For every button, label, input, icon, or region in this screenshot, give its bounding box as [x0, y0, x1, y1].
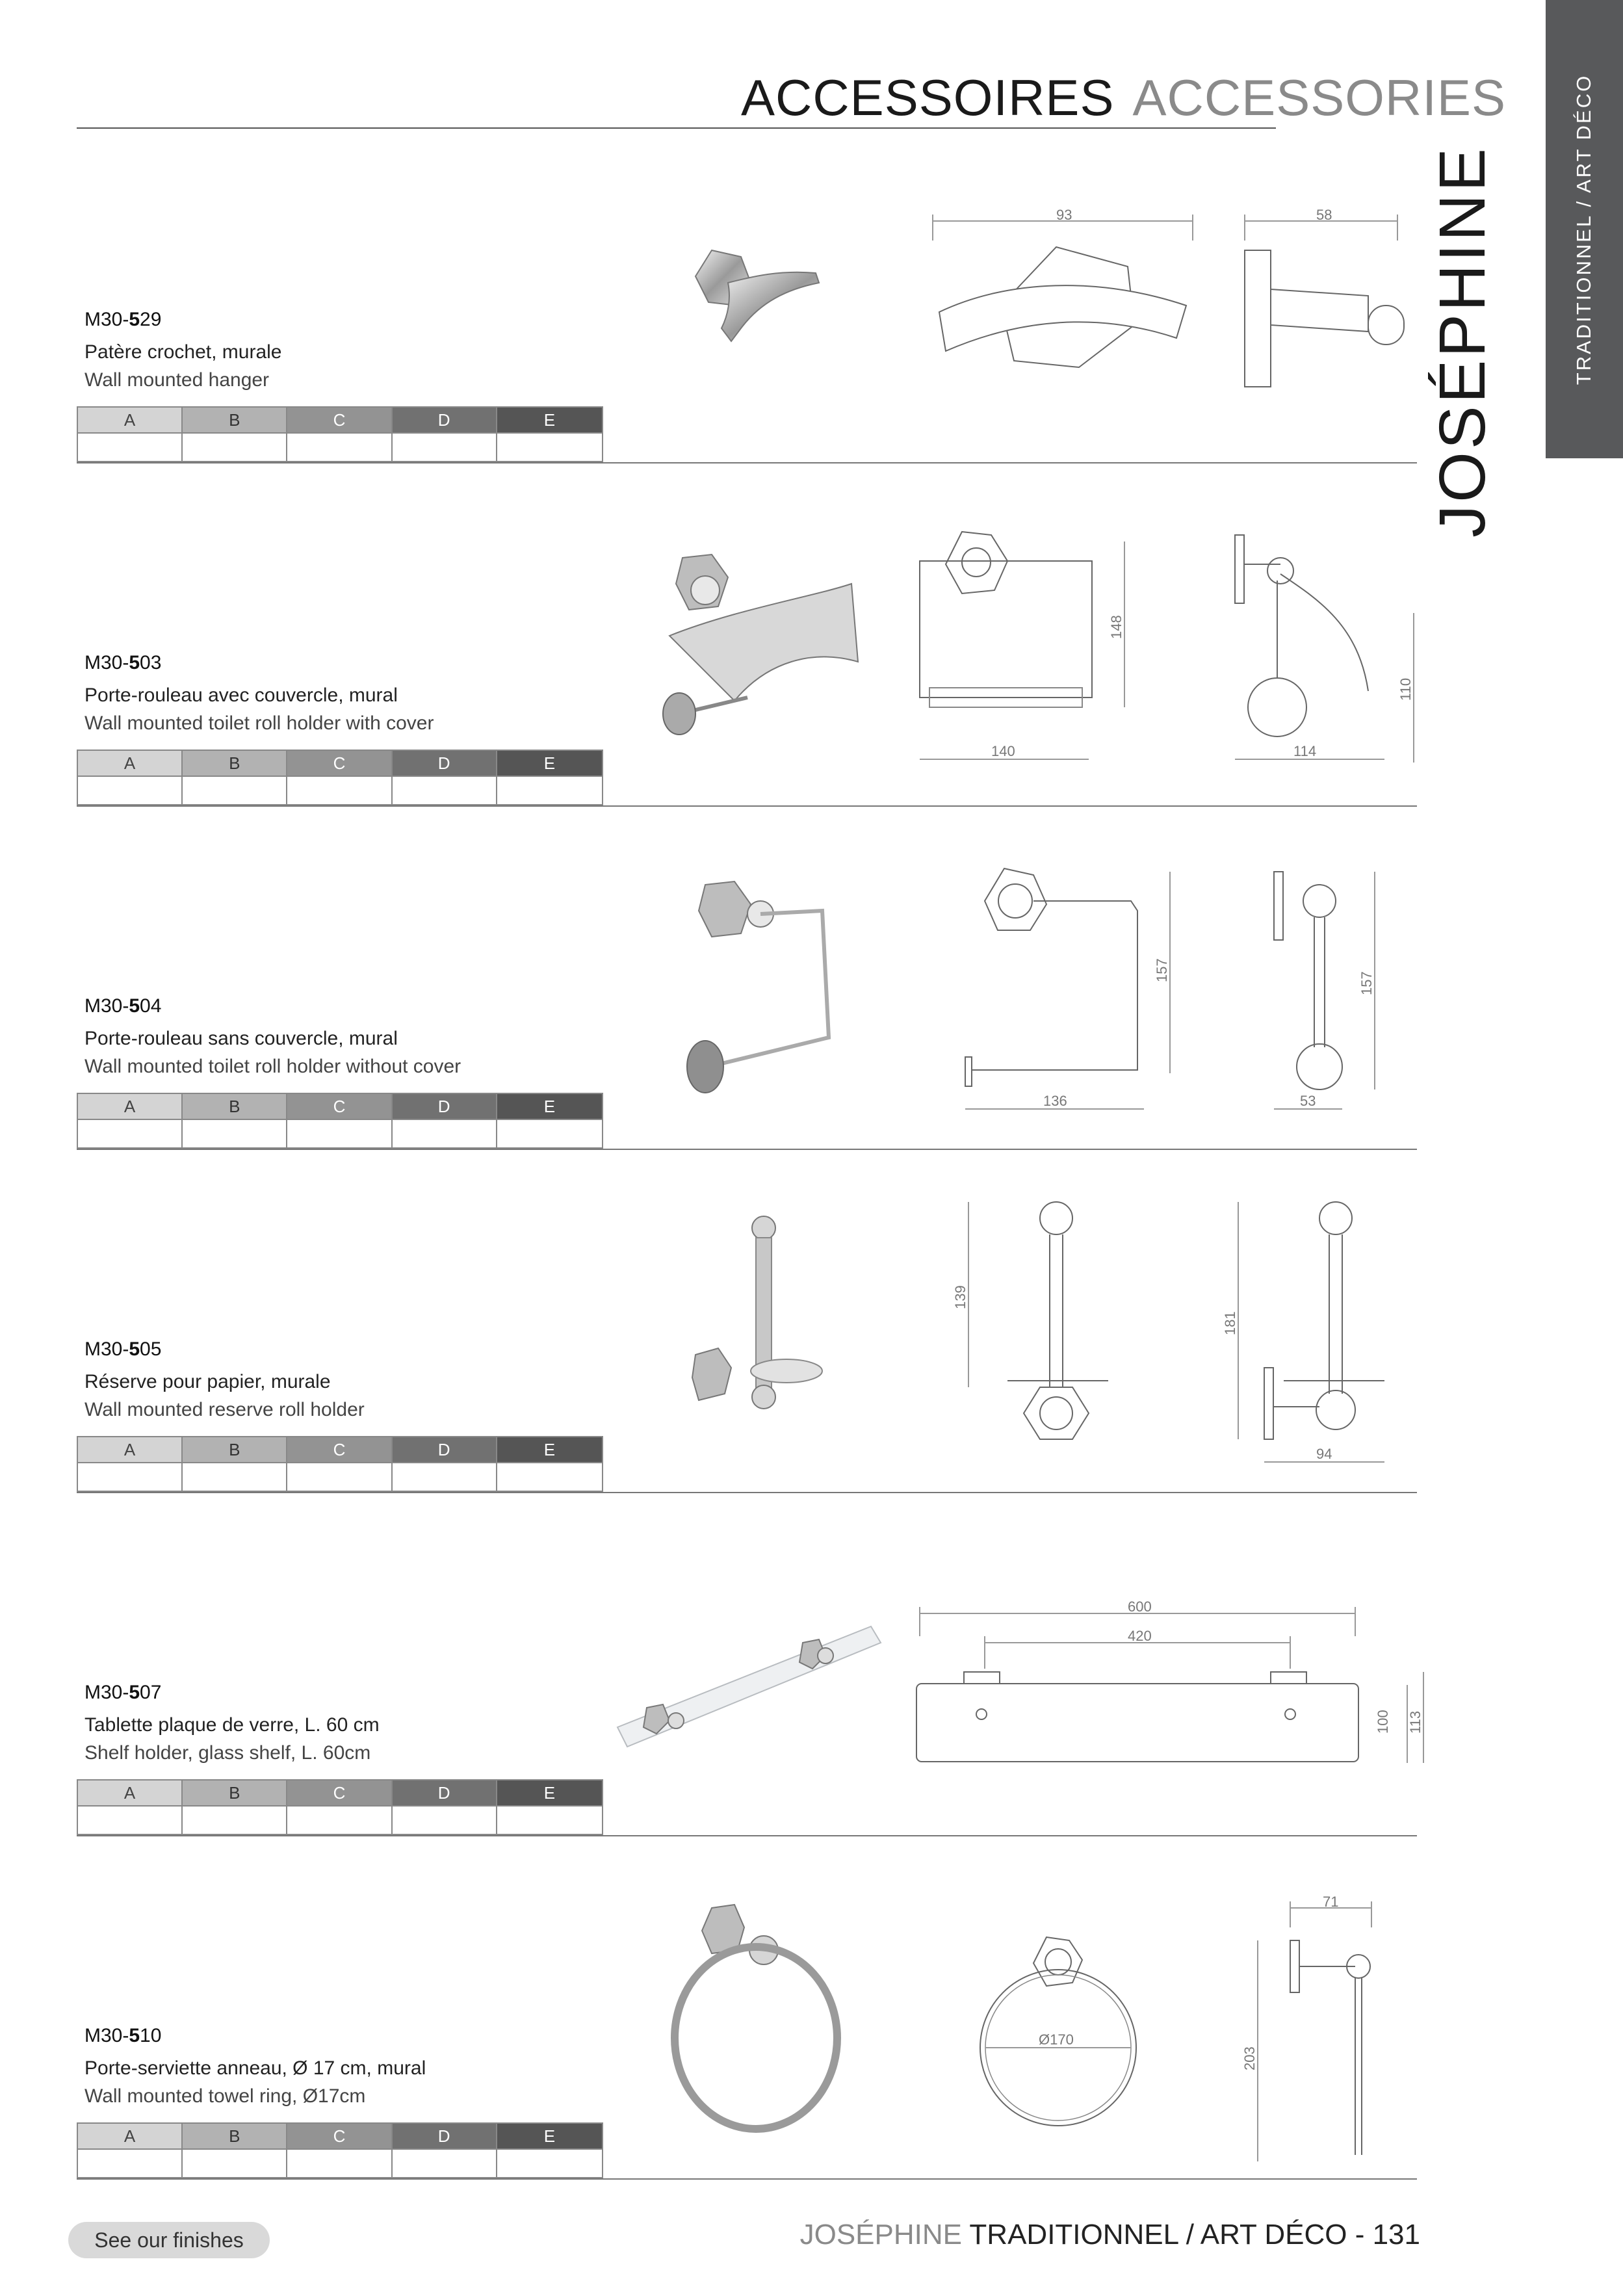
product-row: [0, 807, 1623, 1150]
finish-cell: [497, 1805, 602, 1834]
finish-cell: [287, 776, 392, 804]
product-row: [0, 1150, 1623, 1493]
finish-cell: [78, 1462, 183, 1491]
dim-label: 100: [1375, 1710, 1391, 1734]
dim-label: 110: [1397, 677, 1414, 701]
finish-cell: [497, 776, 602, 804]
finish-header-d: D: [393, 1094, 497, 1119]
drawing-side-reserve-holder: [1222, 1199, 1391, 1472]
finish-cell: [393, 1805, 497, 1834]
finish-cell: [183, 776, 287, 804]
finish-header-b: B: [183, 1094, 287, 1119]
finish-header-b: B: [183, 751, 287, 776]
dim-label: 157: [1154, 958, 1170, 982]
title-en: ACCESSORIES: [1132, 69, 1506, 126]
product-photo-hanger: [676, 244, 832, 374]
finish-cell: [183, 432, 287, 461]
dim-label: 420: [1128, 1628, 1152, 1644]
finish-cell: [78, 2148, 183, 2177]
finish-cell: [78, 776, 183, 804]
finish-header-a: A: [78, 751, 183, 776]
finish-cell: [393, 432, 497, 461]
product-name-fr: Patère crochet, murale: [84, 341, 282, 363]
finish-header-c: C: [287, 1094, 392, 1119]
finish-cell: [183, 1119, 287, 1147]
finish-table: [77, 750, 603, 805]
dim-label: 58: [1316, 207, 1332, 223]
finish-cell: [497, 2148, 602, 2177]
finish-cell: [393, 1462, 497, 1491]
finish-table: [77, 1436, 603, 1492]
finish-cell: [183, 1805, 287, 1834]
finish-table: [77, 406, 603, 462]
finish-cell: [393, 1119, 497, 1147]
drawing-front-reserve-holder: [952, 1199, 1118, 1446]
dim-label: 136: [1043, 1093, 1067, 1109]
product-name-en: Wall mounted towel ring, Ø17cm: [84, 2085, 366, 2107]
dim-label: 139: [952, 1285, 968, 1309]
finish-header-e: E: [497, 751, 602, 776]
product-name-fr: Porte-rouleau avec couvercle, mural: [84, 685, 398, 706]
dim-label: 53: [1300, 1093, 1316, 1109]
finish-header-d: D: [393, 1437, 497, 1462]
footer-page-label: [767, 2212, 1420, 2258]
finish-header-e: E: [497, 408, 602, 432]
drawing-front-roll-holder-cover: [916, 528, 1131, 776]
finish-cell: [393, 2148, 497, 2177]
finish-header-e: E: [497, 1781, 602, 1805]
finish-header-c: C: [287, 1437, 392, 1462]
dim-label: 114: [1293, 743, 1317, 759]
side-tab-label: TRADITIONNEL / ART DÉCO: [1572, 73, 1596, 385]
product-name-en: Wall mounted hanger: [84, 369, 270, 391]
drawing-front-hanger: [929, 207, 1202, 390]
drawing-front-roll-holder: [955, 865, 1176, 1112]
finish-table: [77, 1093, 603, 1149]
finish-header-a: A: [78, 1094, 183, 1119]
dim-label: 600: [1128, 1598, 1152, 1615]
finish-header-a: A: [78, 2124, 183, 2148]
product-row: [0, 1836, 1623, 2180]
finish-cell: [287, 1805, 392, 1834]
finish-cell: [497, 432, 602, 461]
finish-header-d: D: [393, 1781, 497, 1805]
finish-cell: [183, 2148, 287, 2177]
dim-label: 113: [1407, 1710, 1423, 1734]
product-photo-roll-holder-cover: [656, 551, 864, 746]
brand-vertical-title: JOSÉPHINE: [1425, 145, 1499, 538]
title-fr: ACCESSOIRES: [741, 69, 1115, 126]
product-photo-reserve-holder: [682, 1215, 825, 1436]
dim-label: 94: [1316, 1446, 1332, 1462]
product-name-en: Wall mounted reserve roll holder: [84, 1399, 365, 1420]
drawing-glass-shelf: [913, 1597, 1433, 1779]
product-name-en: Wall mounted toilet roll holder without cover: [84, 1056, 461, 1077]
product-name-fr: Tablette plaque de verre, L. 60 cm: [84, 1714, 380, 1736]
drawing-side-towel-ring: [1232, 1894, 1388, 2168]
finish-header-c: C: [287, 1781, 392, 1805]
finish-cell: [78, 432, 183, 461]
finish-cell: [287, 432, 392, 461]
drawing-side-roll-holder: [1267, 865, 1384, 1112]
dim-label: 71: [1323, 1894, 1339, 1910]
product-photo-roll-holder: [676, 878, 851, 1099]
dim-label: 181: [1222, 1311, 1238, 1335]
product-photo-glass-shelf: [611, 1617, 884, 1760]
finish-cell: [497, 1462, 602, 1491]
product-code: M30-507: [84, 1682, 162, 1703]
product-row: [0, 120, 1623, 463]
finish-cell: [78, 1805, 183, 1834]
dim-label: 148: [1108, 615, 1124, 639]
product-row: [0, 1493, 1623, 1836]
finish-header-d: D: [393, 751, 497, 776]
dim-label: 140: [991, 743, 1015, 759]
product-code: M30-505: [84, 1338, 162, 1360]
finish-header-a: A: [78, 1781, 183, 1805]
finish-header-e: E: [497, 1437, 602, 1462]
product-name-en: Shelf holder, glass shelf, L. 60cm: [84, 1742, 371, 1764]
row-divider: [77, 2178, 1417, 2180]
dim-label: 203: [1241, 2046, 1258, 2070]
dim-label: 157: [1358, 971, 1375, 995]
product-code: M30-529: [84, 309, 162, 330]
product-name-fr: Porte-serviette anneau, Ø 17 cm, mural: [84, 2057, 426, 2079]
drawing-front-towel-ring: [962, 1934, 1157, 2142]
finish-cell: [78, 1119, 183, 1147]
page-title: [741, 68, 1506, 127]
drawing-side-hanger: [1238, 207, 1414, 403]
finish-cell: [183, 1462, 287, 1491]
finish-cell: [287, 2148, 392, 2177]
finish-cell: [287, 1462, 392, 1491]
product-code: M30-510: [84, 2025, 162, 2046]
finish-cell: [393, 776, 497, 804]
footer-collection-page: TRADITIONNEL / ART DÉCO - 131: [961, 2219, 1420, 2250]
finish-cell: [287, 1119, 392, 1147]
finish-header-e: E: [497, 1094, 602, 1119]
finish-header-c: C: [287, 408, 392, 432]
finish-header-e: E: [497, 2124, 602, 2148]
finish-header-b: B: [183, 408, 287, 432]
product-row: [0, 463, 1623, 807]
dim-label: Ø170: [1039, 2031, 1074, 2048]
finish-header-b: B: [183, 2124, 287, 2148]
finish-cell: [497, 1119, 602, 1147]
footer-brand: JOSÉPHINE: [799, 2219, 962, 2250]
product-photo-towel-ring: [666, 1901, 861, 2135]
product-name-fr: Réserve pour papier, murale: [84, 1371, 331, 1392]
finish-table: [77, 1779, 603, 1835]
drawing-side-roll-holder-cover: [1228, 528, 1423, 776]
finish-header-b: B: [183, 1437, 287, 1462]
product-code: M30-504: [84, 995, 162, 1017]
product-name-en: Wall mounted toilet roll holder with cover: [84, 712, 434, 734]
finish-header-c: C: [287, 2124, 392, 2148]
product-name-fr: Porte-rouleau sans couvercle, mural: [84, 1028, 398, 1049]
dim-label: 93: [1056, 207, 1072, 223]
finish-header-b: B: [183, 1781, 287, 1805]
product-code: M30-503: [84, 652, 162, 673]
finish-header-a: A: [78, 408, 183, 432]
finish-header-c: C: [287, 751, 392, 776]
finish-header-a: A: [78, 1437, 183, 1462]
finish-header-d: D: [393, 2124, 497, 2148]
see-finishes-button[interactable]: See our finishes: [68, 2222, 270, 2258]
finish-header-d: D: [393, 408, 497, 432]
finish-table: [77, 2122, 603, 2178]
